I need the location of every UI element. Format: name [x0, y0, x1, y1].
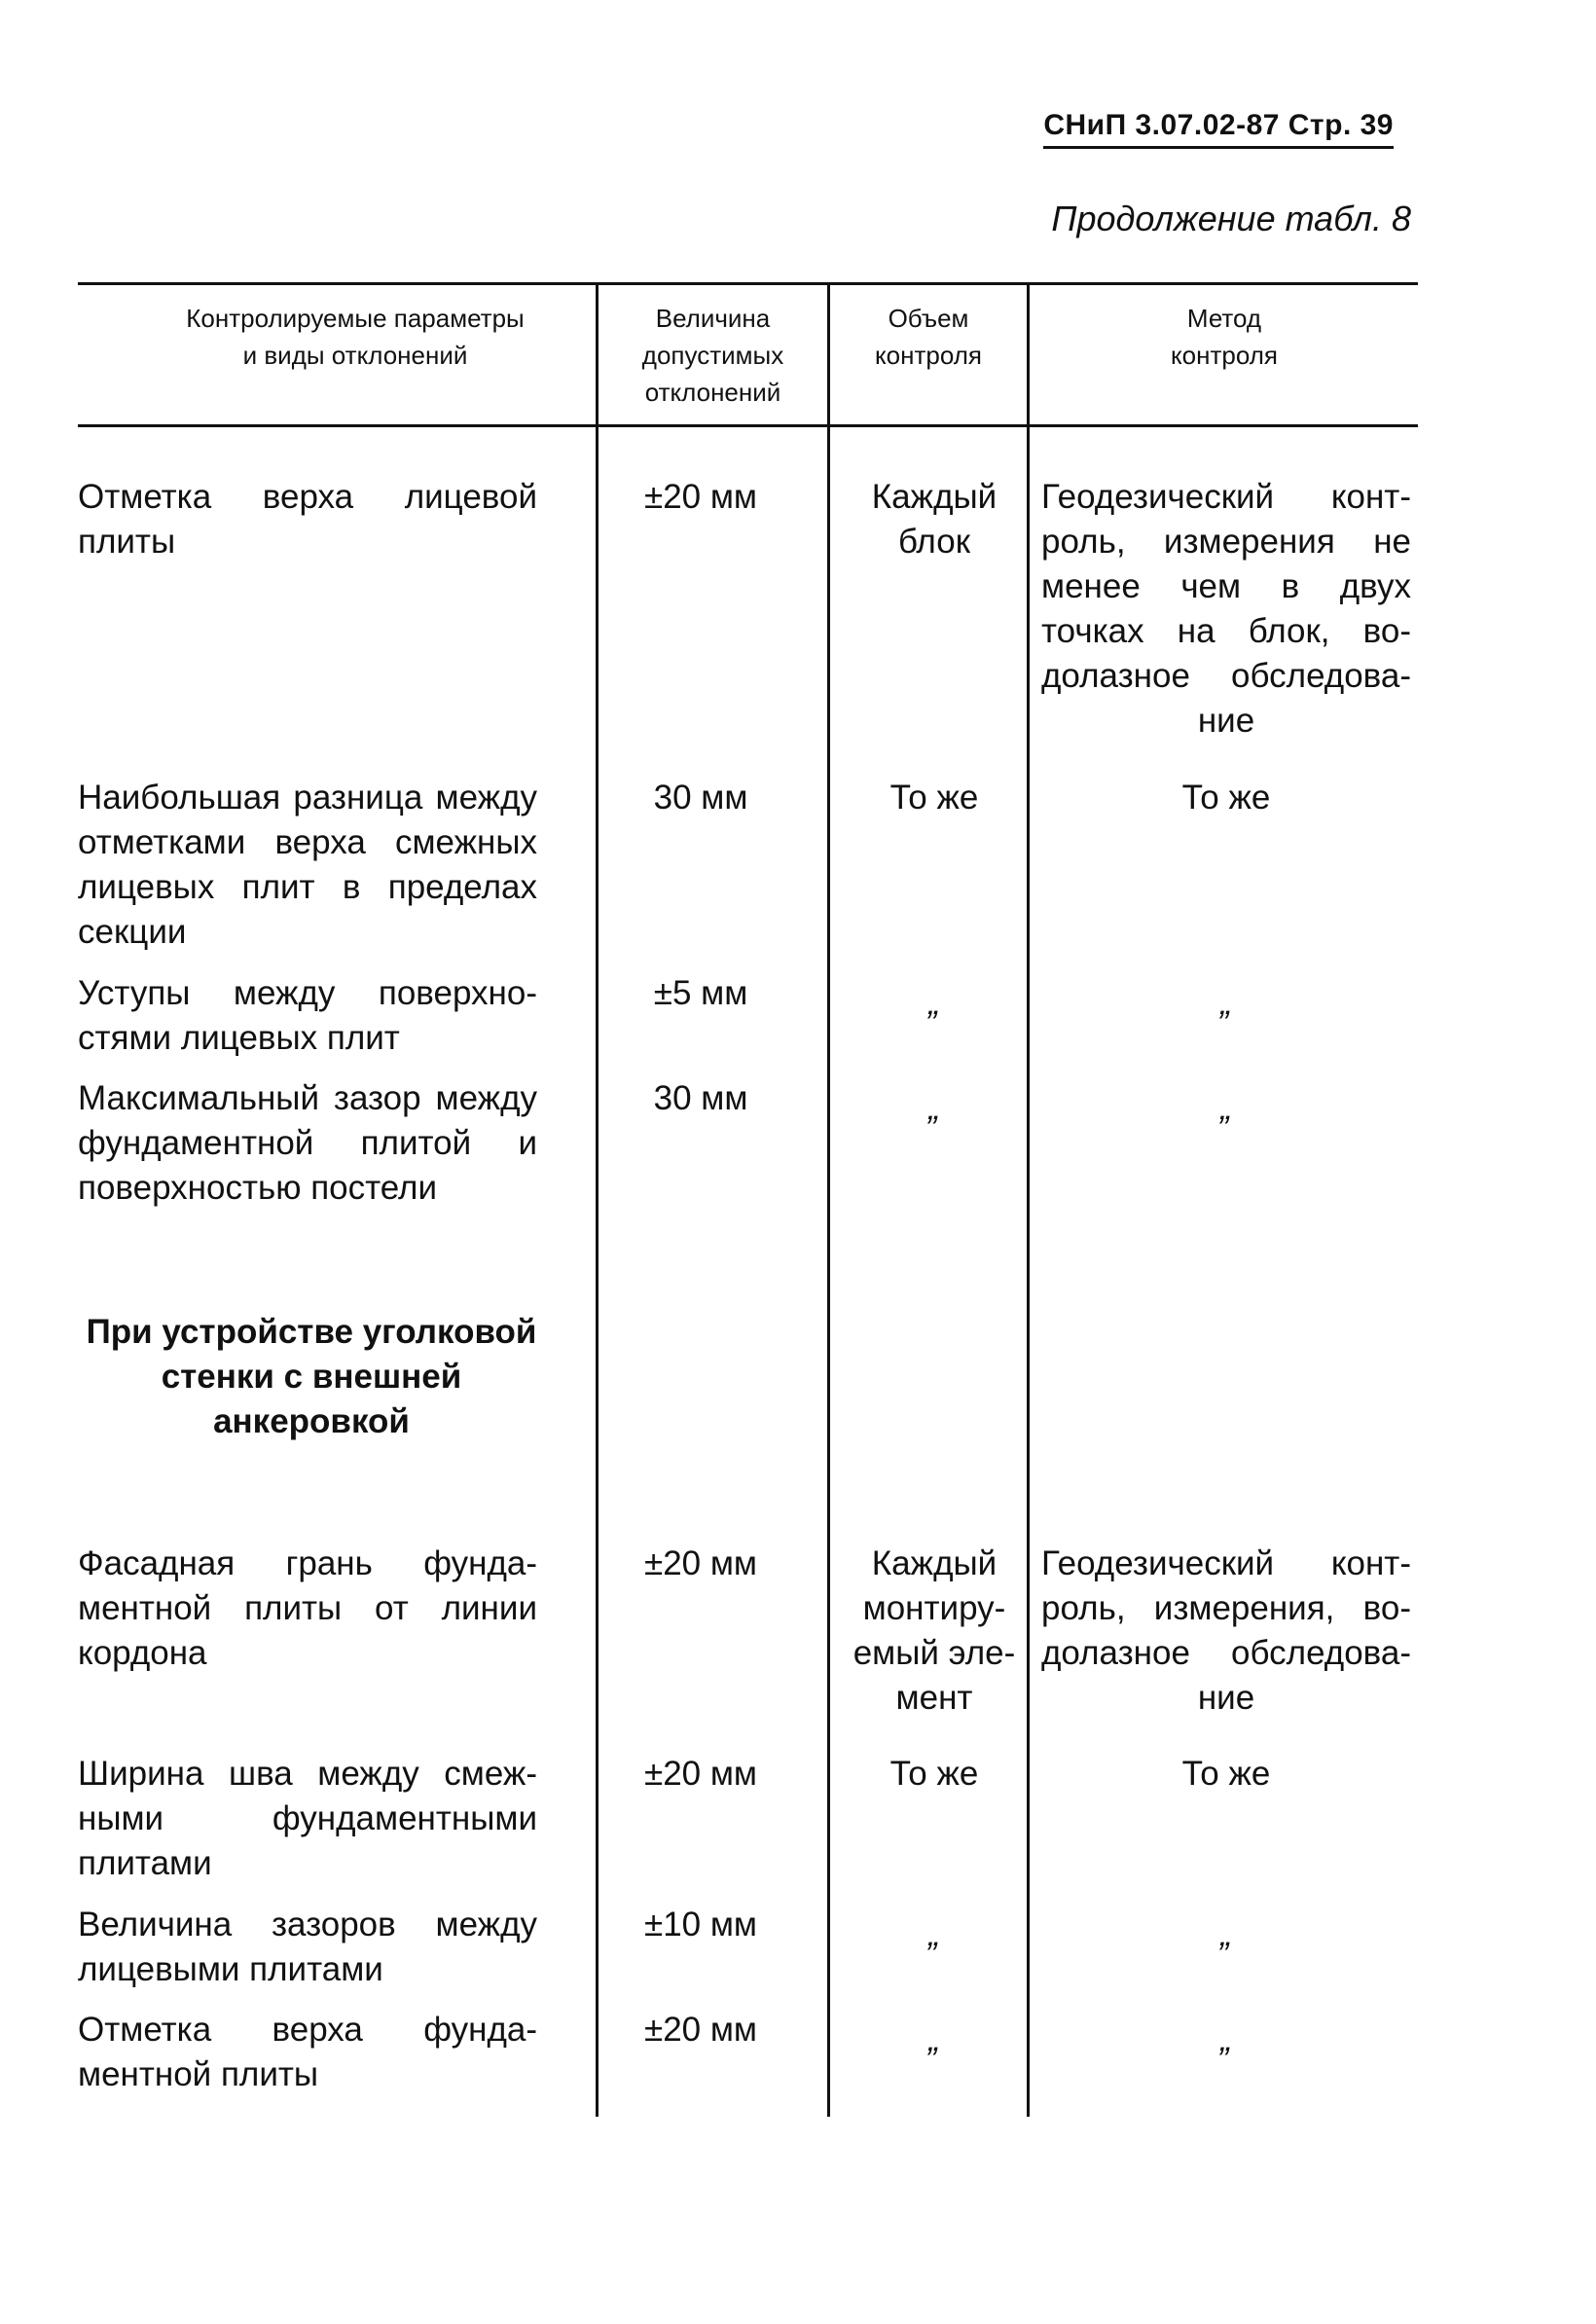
- ditto-mark: „: [1220, 2020, 1232, 2058]
- column-divider-2: [827, 282, 830, 2117]
- table-header-rule: [78, 424, 1418, 427]
- column-header-tolerance: Величина допустимых отклонений: [641, 304, 784, 407]
- column-header-method: Метод контроля: [1171, 304, 1278, 370]
- tolerance-cell: ±20 мм: [644, 1755, 757, 1793]
- tolerance-cell: ±5 мм: [653, 974, 748, 1012]
- method-cell: То же: [1181, 1755, 1271, 1793]
- param-cell: Величина зазоров между лицевыми плитами: [78, 1906, 537, 1988]
- page-header-code: СНиП 3.07.02-87 Стр. 39: [1043, 109, 1394, 149]
- param-cell: Уступы между поверхностями лицевых плит: [78, 974, 537, 1057]
- tolerance-cell: ±10 мм: [644, 1906, 757, 1943]
- column-header-volume: Объем контроля: [875, 304, 982, 370]
- volume-cell: Каждый монтируемый элемент: [852, 1544, 1016, 1717]
- table-continuation-label: Продолжение табл. 8: [1051, 199, 1411, 238]
- tolerance-cell: 30 мм: [653, 1079, 748, 1117]
- ditto-mark: „: [928, 1089, 940, 1127]
- method-cell: Геодезический контроль, измерения, водолазное обследование: [1041, 1544, 1411, 1717]
- ditto-mark: „: [928, 984, 940, 1022]
- param-cell: Ширина шва между смежными фундаментными плитами: [78, 1755, 537, 1882]
- ditto-mark: „: [1220, 984, 1232, 1022]
- param-cell: Наибольшая разница между отметками верха смежных лицевых плит в пределах секции: [78, 779, 537, 951]
- volume-cell: То же: [889, 779, 979, 817]
- tolerance-cell: ±20 мм: [644, 1544, 757, 1582]
- volume-cell: То же: [889, 1755, 979, 1793]
- column-divider-1: [596, 282, 598, 2117]
- ditto-mark: „: [928, 2020, 940, 2058]
- method-cell: Геодезический контроль, измерения не менее чем в двух точках на блок, водолазное обследование: [1041, 478, 1411, 740]
- param-cell: Отметка верха фундаментной плиты: [78, 2011, 537, 2093]
- tolerance-cell: 30 мм: [653, 779, 748, 817]
- table-top-rule: [78, 282, 1418, 285]
- volume-cell: Каждый блок: [871, 478, 998, 561]
- method-cell: То же: [1181, 779, 1271, 817]
- ditto-mark: „: [1220, 1089, 1232, 1127]
- tolerance-cell: ±20 мм: [644, 478, 757, 516]
- column-header-param: Контролируемые параметры и виды отклонений: [186, 304, 525, 370]
- ditto-mark: „: [1220, 1915, 1232, 1953]
- ditto-mark: „: [928, 1915, 940, 1953]
- tolerance-cell: ±20 мм: [644, 2011, 757, 2049]
- section-heading: При устройстве уголковой стенки с внешней анкеровкой: [86, 1313, 537, 1440]
- param-cell: Максимальный зазор между фундаментной плитой и поверхностью постели: [78, 1079, 537, 1207]
- param-cell: Отметка верха лицевой плиты: [78, 478, 537, 561]
- param-cell: Фасадная грань фундаментной плиты от линии кордона: [78, 1544, 537, 1672]
